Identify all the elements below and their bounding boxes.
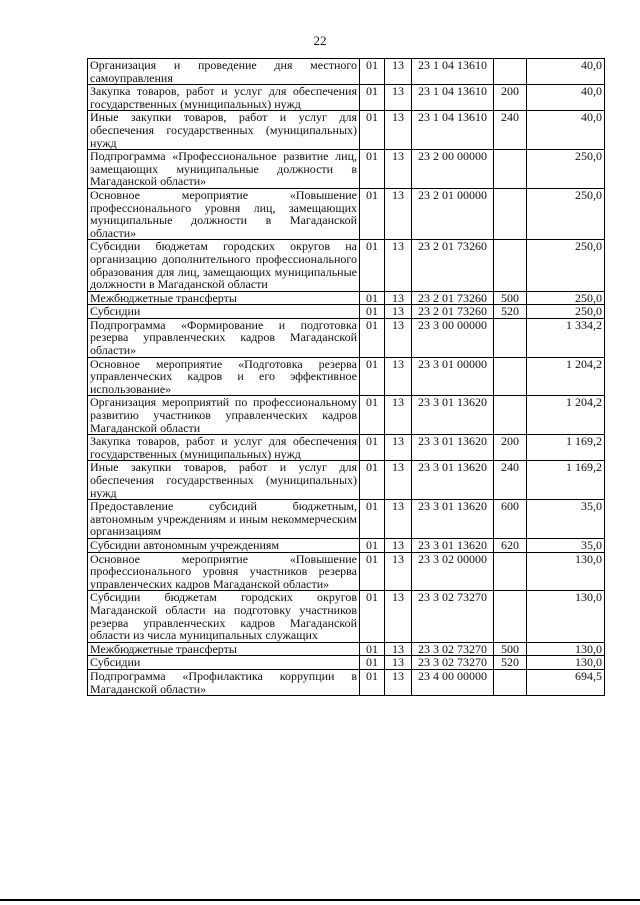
table-row [88,85,605,111]
section-code-cell: 01 [360,591,385,642]
expense-type-cell [494,396,527,435]
row-name-cell: Подпрограмма «Профилактика коррупции в Магаданской области» [88,669,360,695]
table-row [88,500,605,539]
subsection-code-cell: 13 [385,357,412,396]
budget-table [87,58,605,696]
table-row [88,59,605,85]
amount-cell: 130,0 [527,642,605,656]
target-article-cell: 23 3 02 73270 [412,642,494,656]
expense-type-cell: 200 [494,85,527,111]
section-code-cell: 01 [360,240,385,291]
subsection-code-cell: 13 [385,85,412,111]
section-code-cell: 01 [360,552,385,591]
section-code-cell: 01 [360,538,385,552]
subsection-code-cell: 13 [385,642,412,656]
subsection-code-cell: 13 [385,396,412,435]
target-article-cell: 23 1 04 13610 [412,59,494,85]
expense-type-cell [494,552,527,591]
expense-type-cell [494,591,527,642]
amount-cell: 40,0 [527,111,605,150]
table-row [88,111,605,150]
table-row [88,552,605,591]
row-name-cell: Субсидии автономным учреждениям [88,538,360,552]
amount-cell: 250,0 [527,150,605,189]
subsection-code-cell: 13 [385,188,412,239]
budget-table-body [88,59,605,696]
row-name-cell: Организация и проведение дня местного самоуправления [88,59,360,85]
row-name-cell: Закупка товаров, работ и услуг для обеспечения государственных (муниципальных) нужд [88,85,360,111]
table-row [88,188,605,239]
subsection-code-cell: 13 [385,111,412,150]
table-row [88,240,605,291]
table-row [88,642,605,656]
subsection-code-cell: 13 [385,435,412,461]
table-row [88,150,605,189]
row-name-cell: Межбюджетные трансферты [88,642,360,656]
amount-cell: 1 334,2 [527,318,605,357]
table-row [88,656,605,670]
expense-type-cell: 500 [494,642,527,656]
amount-cell: 694,5 [527,669,605,695]
target-article-cell: 23 1 04 13610 [412,85,494,111]
section-code-cell: 01 [360,500,385,539]
subsection-code-cell: 13 [385,59,412,85]
target-article-cell: 23 3 02 73270 [412,591,494,642]
row-name-cell: Основное мероприятие «Повышение профессионального уровня лиц, замещающих муниципальные должности в Магаданской области» [88,188,360,239]
expense-type-cell [494,150,527,189]
section-code-cell: 01 [360,318,385,357]
row-name-cell: Подпрограмма «Профессиональное развитие лиц, замещающих муниципальные должности в Магаданской области» [88,150,360,189]
row-name-cell: Иные закупки товаров, работ и услуг для обеспечения государственных (муниципальных) нужд [88,461,360,500]
expense-type-cell [494,318,527,357]
subsection-code-cell: 13 [385,318,412,357]
amount-cell: 1 204,2 [527,357,605,396]
expense-type-cell [494,59,527,85]
amount-cell: 250,0 [527,188,605,239]
target-article-cell: 23 3 01 00000 [412,357,494,396]
section-code-cell: 01 [360,188,385,239]
table-row [88,305,605,319]
subsection-code-cell: 13 [385,552,412,591]
expense-type-cell: 200 [494,435,527,461]
section-code-cell: 01 [360,59,385,85]
amount-cell: 40,0 [527,85,605,111]
section-code-cell: 01 [360,291,385,305]
expense-type-cell [494,240,527,291]
amount-cell: 35,0 [527,500,605,539]
section-code-cell: 01 [360,357,385,396]
table-row [88,538,605,552]
section-code-cell: 01 [360,435,385,461]
target-article-cell: 23 3 01 13620 [412,461,494,500]
expense-type-cell: 520 [494,305,527,319]
section-code-cell: 01 [360,111,385,150]
subsection-code-cell: 13 [385,461,412,500]
table-row [88,461,605,500]
bottom-rule [0,899,640,901]
amount-cell: 1 204,2 [527,396,605,435]
row-name-cell: Субсидии бюджетам городских округов на организацию дополнительного профессионального образования для лиц, замещающих муниципальные должности в Магаданской области [88,240,360,291]
amount-cell: 35,0 [527,538,605,552]
expense-type-cell [494,357,527,396]
row-name-cell: Иные закупки товаров, работ и услуг для обеспечения государственных (муниципальных) нужд [88,111,360,150]
target-article-cell: 23 1 04 13610 [412,111,494,150]
section-code-cell: 01 [360,656,385,670]
target-article-cell: 23 3 01 13620 [412,538,494,552]
row-name-cell: Закупка товаров, работ и услуг для обеспечения государственных (муниципальных) нужд [88,435,360,461]
row-name-cell: Межбюджетные трансферты [88,291,360,305]
row-name-cell: Основное мероприятие «Подготовка резерва управленческих кадров и его эффективное использование» [88,357,360,396]
target-article-cell: 23 3 01 13620 [412,435,494,461]
target-article-cell: 23 2 01 00000 [412,188,494,239]
amount-cell: 1 169,2 [527,435,605,461]
subsection-code-cell: 13 [385,500,412,539]
amount-cell: 250,0 [527,291,605,305]
section-code-cell: 01 [360,396,385,435]
expense-type-cell [494,188,527,239]
section-code-cell: 01 [360,85,385,111]
section-code-cell: 01 [360,669,385,695]
subsection-code-cell: 13 [385,305,412,319]
target-article-cell: 23 3 02 00000 [412,552,494,591]
target-article-cell: 23 4 00 00000 [412,669,494,695]
target-article-cell: 23 2 01 73260 [412,305,494,319]
amount-cell: 130,0 [527,591,605,642]
row-name-cell: Основное мероприятие «Повышение профессионального уровня участников резерва управленческих кадров Магаданской области» [88,552,360,591]
amount-cell: 1 169,2 [527,461,605,500]
target-article-cell: 23 3 01 13620 [412,500,494,539]
subsection-code-cell: 13 [385,150,412,189]
row-name-cell: Предоставление субсидий бюджетным, автономным учреждениям и иным некоммерческим организациям [88,500,360,539]
expense-type-cell: 500 [494,291,527,305]
target-article-cell: 23 2 00 00000 [412,150,494,189]
table-row [88,669,605,695]
section-code-cell: 01 [360,305,385,319]
amount-cell: 130,0 [527,656,605,670]
amount-cell: 130,0 [527,552,605,591]
table-row [88,318,605,357]
row-name-cell: Субсидии бюджетам городских округов Магаданской области на подготовку участников резерва управленческих кадров Магаданской области из числа муниципальных служащих [88,591,360,642]
table-row [88,396,605,435]
amount-cell: 40,0 [527,59,605,85]
amount-cell: 250,0 [527,305,605,319]
amount-cell: 250,0 [527,240,605,291]
subsection-code-cell: 13 [385,591,412,642]
expense-type-cell: 600 [494,500,527,539]
section-code-cell: 01 [360,150,385,189]
row-name-cell: Организация мероприятий по профессиональному развитию участников управленческих кадров Магаданской области [88,396,360,435]
expense-type-cell: 620 [494,538,527,552]
expense-type-cell: 520 [494,656,527,670]
subsection-code-cell: 13 [385,291,412,305]
table-row [88,591,605,642]
subsection-code-cell: 13 [385,669,412,695]
expense-type-cell: 240 [494,111,527,150]
target-article-cell: 23 3 01 13620 [412,396,494,435]
page-number: 22 [313,33,327,48]
row-name-cell: Субсидии [88,305,360,319]
target-article-cell: 23 2 01 73260 [412,240,494,291]
section-code-cell: 01 [360,461,385,500]
target-article-cell: 23 3 02 73270 [412,656,494,670]
subsection-code-cell: 13 [385,240,412,291]
expense-type-cell [494,669,527,695]
section-code-cell: 01 [360,642,385,656]
subsection-code-cell: 13 [385,538,412,552]
expense-type-cell: 240 [494,461,527,500]
target-article-cell: 23 2 01 73260 [412,291,494,305]
table-row [88,291,605,305]
target-article-cell: 23 3 00 00000 [412,318,494,357]
subsection-code-cell: 13 [385,656,412,670]
row-name-cell: Подпрограмма «Формирование и подготовка резерва управленческих кадров Магаданской области» [88,318,360,357]
table-row [88,435,605,461]
table-row [88,357,605,396]
row-name-cell: Субсидии [88,656,360,670]
